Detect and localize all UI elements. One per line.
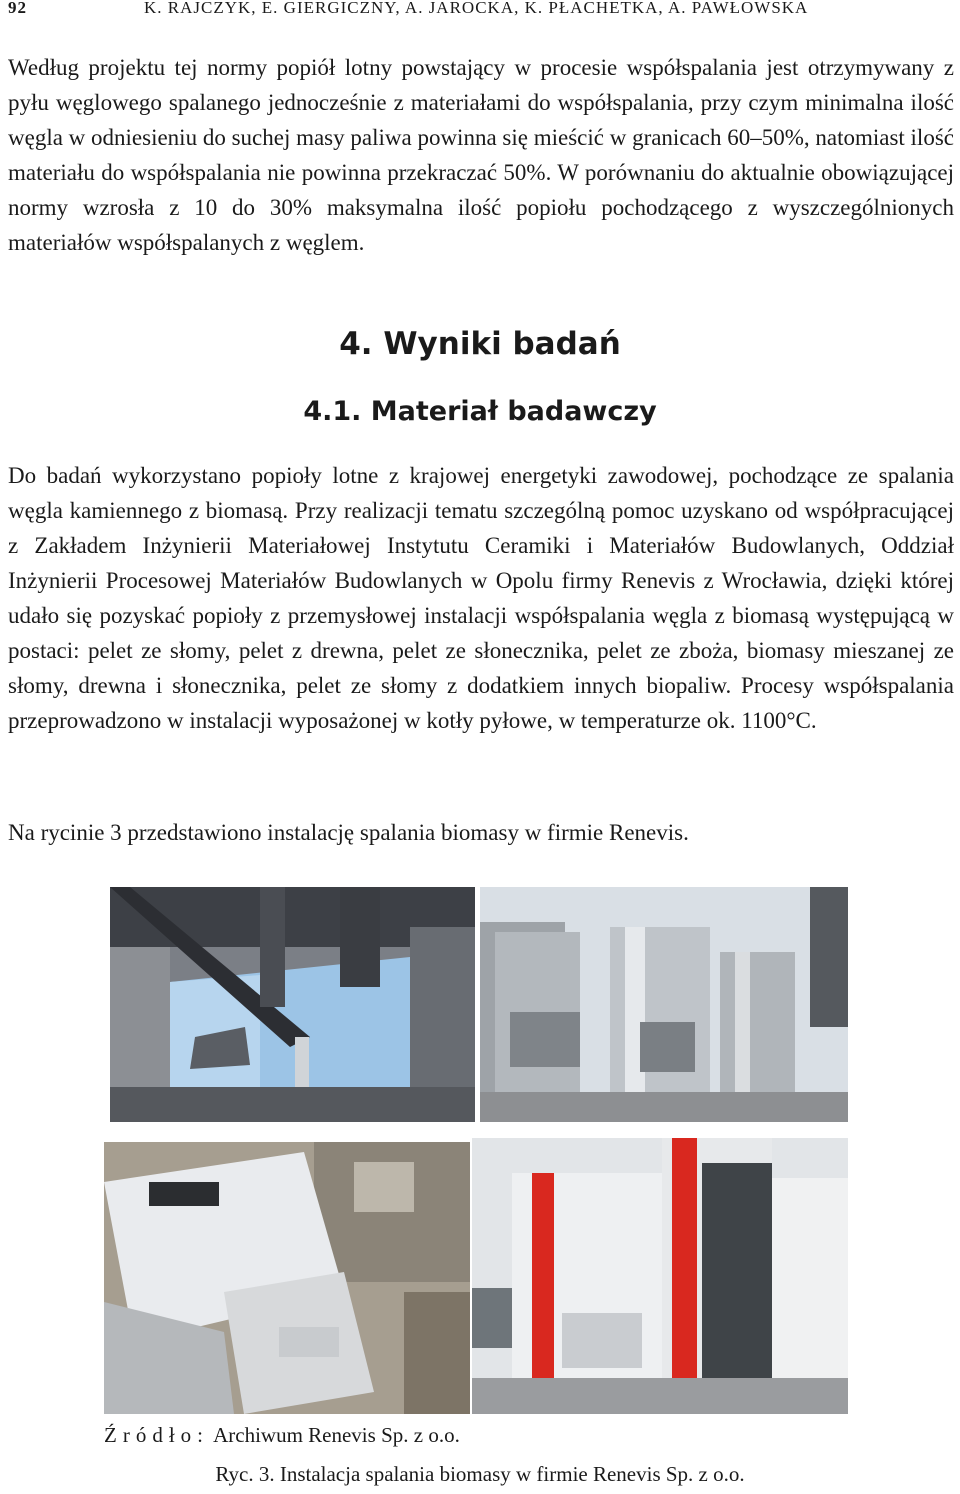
source-text: Archiwum Renevis Sp. z o.o. <box>213 1423 460 1447</box>
header-authors: K. RAJCZYK, E. GIERGICZNY, A. JAROCKA, K. PŁACHETKA, A. PAWŁOWSKA <box>144 0 809 17</box>
source-label: Źródło: <box>104 1423 209 1447</box>
photo-aerial-construction <box>104 1142 470 1414</box>
photo-hall-interior <box>110 887 475 1122</box>
figure-caption: Ryc. 3. Instalacja spalania biomasy w firmie Renevis Sp. z o.o. <box>215 1462 745 1486</box>
paragraph-1: Według projektu tej normy popiół lotny powstający w procesie współspalania jest otrzymywany z pyłu węglowego spalanego jednocześnie z materiałami do współspalania, przy czym minimalna ilość węgla w odniesieniu do suchej masy paliwa powinna się mieścić w granicach 60–50%, natomiast ilość materiału do współspalania nie powinna przekraczać 50%. W porównaniu do aktualnie obowiązującej normy wzrosła z 10 do 30% maksymalna ilość popiołu pochodzącego z wyszczególnionych materiałów współspalanych z węglem. <box>8 55 954 255</box>
section-heading: 4. Wyniki badań <box>339 326 621 362</box>
page-number: 92 <box>8 0 27 17</box>
subsection-heading: 4.1. Materiał badawczy <box>303 396 657 427</box>
photo-silos <box>480 887 848 1122</box>
figure-source <box>104 1423 460 1448</box>
running-header <box>8 0 952 22</box>
paragraph-2: Do badań wykorzystano popioły lotne z krajowej energetyki zawodowej, pochodzące ze spalania węgla kamiennego z biomasą. Przy realizacji tematu szczególną pomoc uzyskano od współpracującej z Zakładem Inżynierii Materiałowej Instytutu Ceramiki i Materiałów Budowlanych, Oddział Inżynierii Procesowej Materiałów Budowlanych w Opolu firmy Renevis z Wrocławia, dzięki której udało się pozyskać popioły z przemysłowej instalacji współspalania węgla z biomasą występującą w postaci: pelet ze słomy, pelet z drewna, pelet ze słonecznika, pelet ze zboża, biomasy mieszanej ze słomy, drewna i słonecznika, pelet ze słomy z dodatkiem innych biopaliw. Procesy współspalania przeprowadzono w instalacji wyposażonej w kotły pyłowe, w temperaturze ok. 1100°C. <box>8 463 954 733</box>
photo-building-red-panels <box>472 1138 848 1414</box>
paragraph-3: Na rycinie 3 przedstawiono instalację spalania biomasy w firmie Renevis. <box>8 820 689 845</box>
